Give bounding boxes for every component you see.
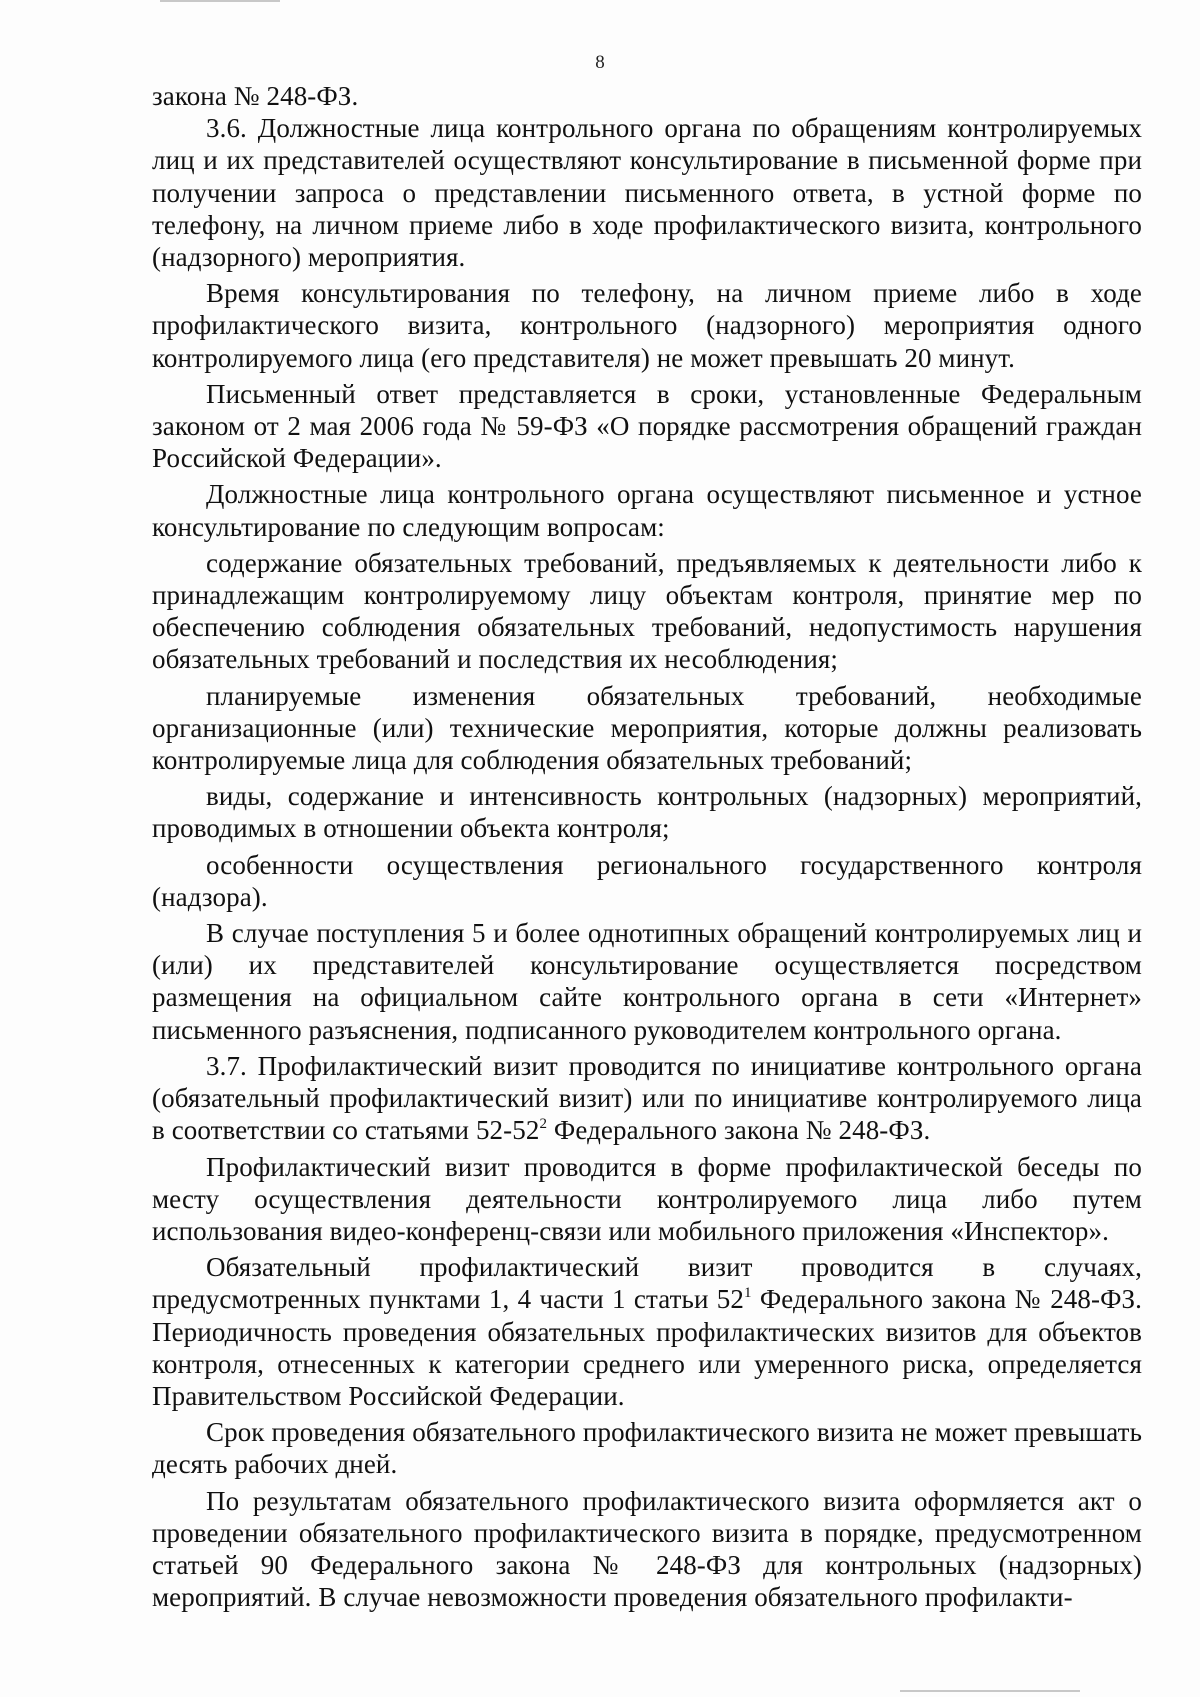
paragraph-visit-duration: Срок проведения обязательного профилактического визита не может превышать десять рабочих дней.	[152, 1417, 1142, 1480]
superscript: 2	[539, 1116, 548, 1133]
superscript: 1	[743, 1285, 752, 1302]
scan-artifact-top	[160, 0, 280, 2]
paragraph-mandatory-visit-tail: Федерального закона № 248-ФЗ. Периодичность проведения обязательных профилактических визитов для объектов контроля, отнесенных к категории среднего или умеренного риска, определяется Правительством Российской Федерации.	[152, 1284, 1142, 1411]
paragraph-3-7	[152, 1050, 1142, 1147]
paragraph-mandatory-visit-text: Обязательный профилактический визит проводится в случаях, предусмотренных пунктами 1, 4 части 1 статьи 52	[152, 1252, 1142, 1315]
paragraph-visit-form: Профилактический визит проводится в форме профилактической беседы по месту осуществления деятельности контролируемого лица либо путем использования видео-конференц-связи или мобильного приложения «Инспектор».	[152, 1151, 1142, 1246]
page-number: 8	[595, 52, 605, 73]
paragraph-visit-results: По результатам обязательного профилактического визита оформляется акт о проведении обязательного профилактического визита в порядке, предусмотренном статьей 90 Федерального закона № 248-ФЗ для контрольных (надзорных) мероприятий. В случае невозможности проведения обязательного профилакти-	[152, 1485, 1142, 1613]
list-item-event-types: виды, содержание и интенсивность контрольных (надзорных) мероприятий, проводимых в отношении объекта контроля;	[152, 781, 1142, 844]
paragraph-continuation: закона № 248-ФЗ.	[152, 81, 359, 111]
document-body	[152, 80, 1142, 1613]
list-item-control-features: особенности осуществления регионального государственного контроля (надзора).	[152, 849, 1142, 912]
paragraph-written-answer: Письменный ответ представляется в сроки, установленные Федеральным законом от 2 мая 2006 года № 59-ФЗ «О порядке рассмотрения обращений граждан Российской Федерации».	[152, 378, 1142, 474]
paragraph-3-7-text: 3.7. Профилактический визит проводится по инициативе контрольного органа (обязательный профилактический визит) или по инициативе контролируемого лица в соответствии со статьями 52-52	[152, 1050, 1142, 1146]
paragraph-consultation-time: Время консультирования по телефону, на личном приеме либо в ходе профилактического визита, контрольного (надзорного) мероприятия одного контролируемого лица (его представителя) не может превышать 20 минут.	[152, 278, 1142, 373]
scan-artifact-bottom	[900, 1690, 1080, 1692]
list-item-planned-changes: планируемые изменения обязательных требований, необходимые организационные (или) технические мероприятия, которые должны реализовать контролируемые лица для соблюдения обязательных требований;	[152, 680, 1142, 776]
paragraph-3-7-tail: Федерального закона № 248-ФЗ.	[547, 1115, 931, 1146]
list-item-requirements: содержание обязательных требований, предъявляемых к деятельности либо к принадлежащим контролируемому лицу объектам контроля, принятие мер по обеспечению соблюдения обязательных требований, недопустимость нарушения обязательных требований и последствия их несоблюдения;	[152, 547, 1142, 675]
paragraph-3-6: 3.6. Должностные лица контрольного органа по обращениям контролируемых лиц и их представителей осуществляют консультирование в письменной форме при получении запроса о представлении письменного ответа, в устной форме по телефону, на личном приеме либо в ходе профилактического визита, контрольного (надзорного) мероприятия.	[152, 113, 1142, 273]
paragraph-consultation-topics: Должностные лица контрольного органа осуществляют письменное и устное консультирование по следующим вопросам:	[152, 479, 1142, 542]
paragraph-multiple-requests: В случае поступления 5 и более однотипных обращений контролируемых лиц и (или) их представителей консультирование осуществляется посредством размещения на официальном сайте контрольного органа в сети «Интернет» письменного разъяснения, подписанного руководителем контрольного органа.	[152, 918, 1142, 1045]
paragraph-mandatory-visit	[152, 1251, 1142, 1412]
